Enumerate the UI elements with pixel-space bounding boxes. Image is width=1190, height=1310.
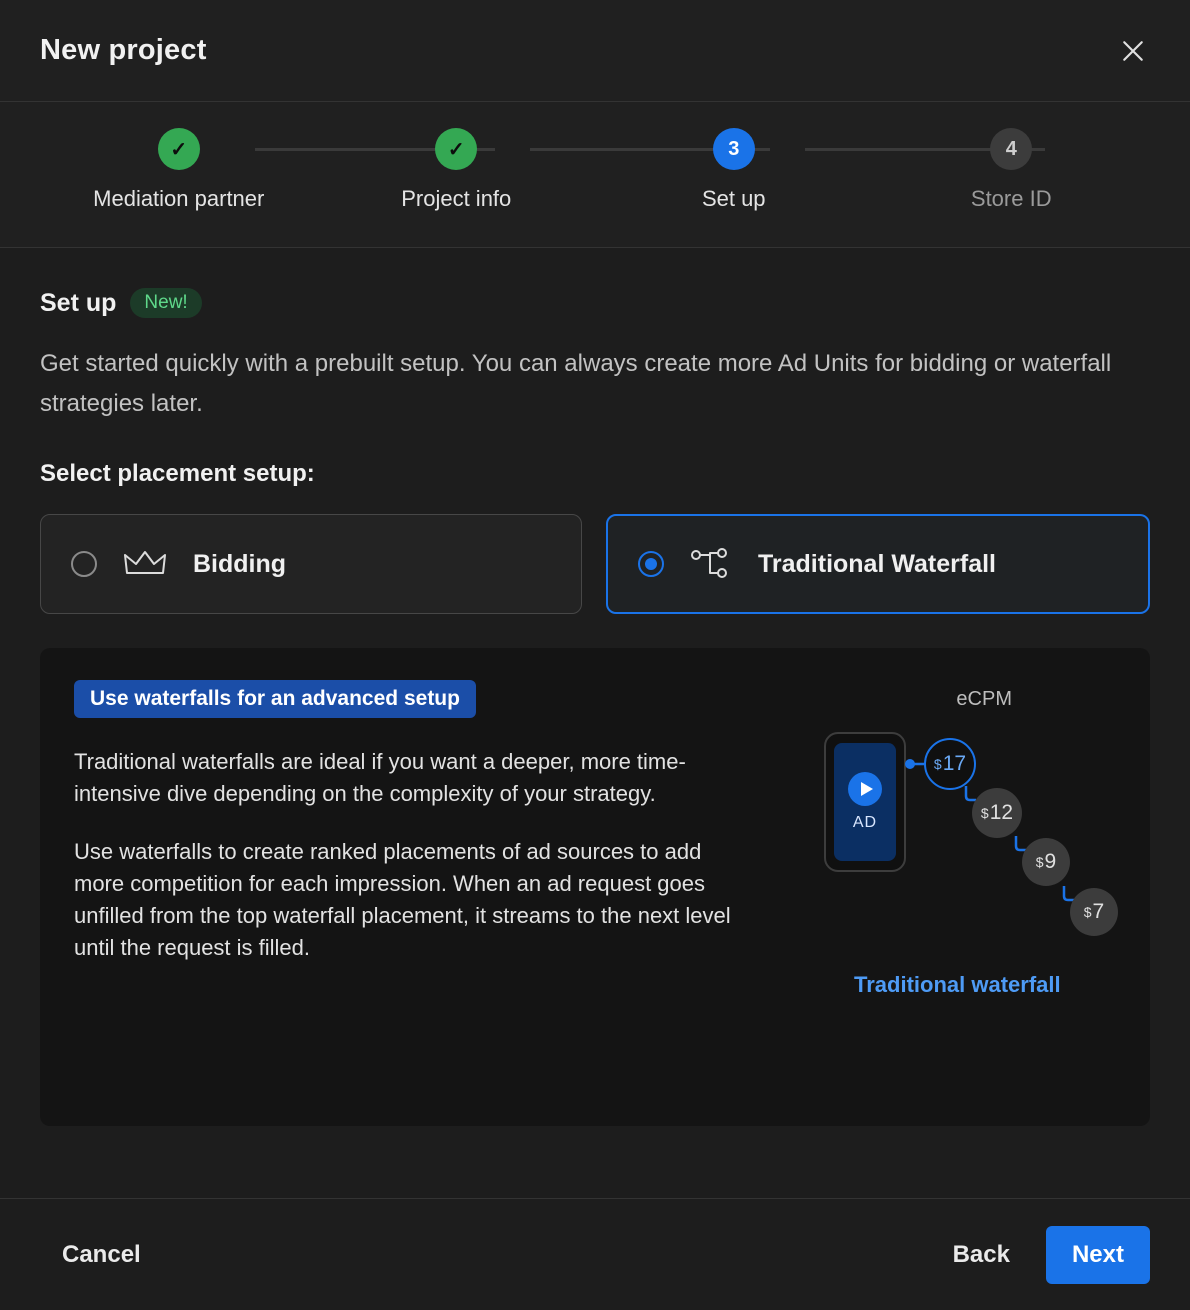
- crown-icon: [123, 549, 167, 579]
- panel-paragraph-1: Traditional waterfalls are ideal if you want a deeper, more time-intensive dive depending on the complexity of your strategy.: [74, 749, 686, 806]
- play-icon: [848, 772, 882, 806]
- section-header: [40, 288, 1150, 318]
- step-label: Project info: [401, 186, 512, 211]
- back-button[interactable]: Back: [952, 1240, 1010, 1268]
- step-marker: 3: [713, 128, 755, 170]
- radio-dot: [78, 558, 90, 570]
- step-marker: 4: [990, 128, 1032, 170]
- phone-screen: [834, 743, 896, 861]
- waterfall-node-1: [924, 738, 976, 790]
- step-marker: ✓: [435, 128, 477, 170]
- new-badge: New!: [130, 288, 201, 318]
- diagram-caption: Traditional waterfall: [854, 972, 1061, 997]
- option-bidding-label: Bidding: [193, 549, 287, 578]
- panel-text-column: [74, 680, 754, 1092]
- step-marker: ✓: [158, 128, 200, 170]
- step-label: Set up: [701, 186, 766, 211]
- step-label: Store ID: [970, 186, 1052, 211]
- node-value: 9: [1044, 850, 1057, 873]
- step-project-info[interactable]: [318, 128, 596, 212]
- next-button[interactable]: Next: [1046, 1226, 1150, 1284]
- section-description: Get started quickly with a prebuilt setup. You can always create more Ad Units for bidding or waterfall strategies later.: [40, 350, 1112, 417]
- stepper: [0, 102, 1190, 248]
- node-currency: $: [980, 805, 989, 821]
- stepper-steps: [40, 102, 1150, 247]
- step-set-up[interactable]: [595, 128, 873, 212]
- node-value: 7: [1092, 900, 1105, 923]
- waterfall-node-2: [972, 788, 1022, 838]
- waterfall-node-4: [1070, 888, 1118, 936]
- waterfall-icon: [690, 547, 732, 581]
- node-value: 12: [989, 801, 1014, 824]
- phone-ad-label: AD: [852, 814, 878, 831]
- dialog-body: [0, 248, 1190, 1198]
- node-value: 17: [942, 752, 967, 775]
- ecpm-label: eCPM: [956, 688, 1012, 710]
- option-waterfall-label: Traditional Waterfall: [758, 549, 997, 578]
- radio-dot: [645, 558, 657, 570]
- panel-tag: Use waterfalls for an advanced setup: [74, 680, 476, 718]
- waterfall-diagram: [784, 680, 1116, 1092]
- phone-mockup: [824, 732, 906, 872]
- node-currency: $: [1035, 854, 1044, 870]
- dialog-header: [0, 0, 1190, 102]
- waterfall-radio[interactable]: [638, 551, 664, 577]
- waterfall-info-panel: [40, 648, 1150, 1126]
- step-label: Mediation partner: [93, 186, 265, 211]
- close-icon: [1118, 36, 1148, 66]
- node-currency: $: [933, 756, 942, 772]
- waterfall-node-3: [1022, 838, 1070, 886]
- page-title: New project: [40, 34, 207, 66]
- placement-setup-options: [40, 514, 1150, 614]
- cancel-button[interactable]: Cancel: [62, 1240, 141, 1268]
- node-currency: $: [1083, 904, 1092, 920]
- option-bidding[interactable]: [40, 514, 582, 614]
- option-traditional-waterfall[interactable]: [606, 514, 1150, 614]
- panel-paragraph-2: Use waterfalls to create ranked placements of ad sources to add more competition for each impression. When an ad request goes unfilled from the top waterfall placement, it streams to the next level until the request is filled.: [74, 839, 731, 960]
- placement-setup-label: Select placement setup:: [40, 460, 315, 487]
- step-mediation-partner[interactable]: [40, 128, 318, 212]
- bidding-radio[interactable]: [71, 551, 97, 577]
- close-button[interactable]: [1110, 28, 1156, 74]
- step-store-id[interactable]: [873, 128, 1151, 212]
- dialog-footer: [0, 1198, 1190, 1310]
- section-title: Set up: [40, 288, 117, 317]
